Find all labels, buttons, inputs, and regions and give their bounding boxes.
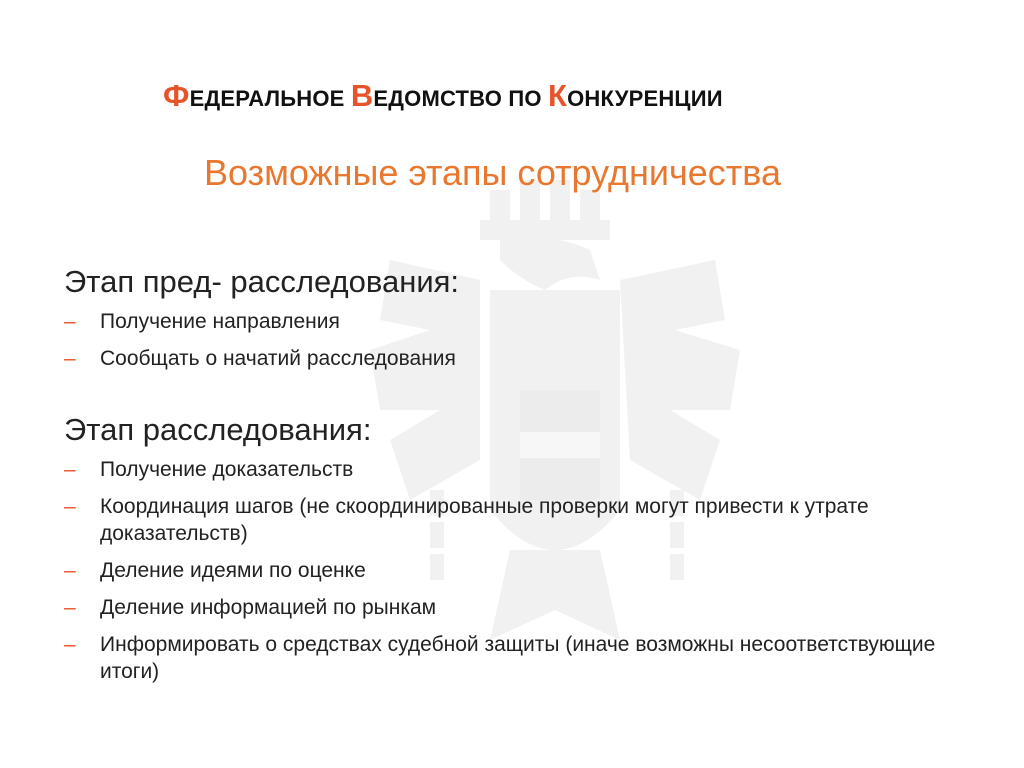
slide-content	[64, 262, 954, 695]
list-item	[64, 456, 954, 483]
dash-bullet: –	[64, 633, 76, 656]
agency-header	[163, 78, 723, 114]
header-rest-3: ОНКУРЕНЦИИ	[567, 86, 723, 111]
list-item-text: Деление идеями по оценке	[100, 559, 366, 582]
investigation-list	[64, 456, 954, 685]
header-rest-2: ЕДОМСТВО ПО	[373, 86, 548, 111]
list-item	[64, 308, 954, 335]
dash-bullet: –	[64, 347, 76, 370]
header-cap-3: К	[548, 78, 568, 113]
list-item	[64, 557, 954, 584]
header-rest-1: ЕДЕРАЛЬНОЕ	[189, 86, 351, 111]
list-item	[64, 594, 954, 621]
list-item-text: Сообщать о начатий расследования	[100, 347, 456, 370]
header-cap-2: В	[350, 78, 374, 113]
section-heading-investigation: Этап расследования:	[64, 412, 372, 447]
dash-bullet: –	[64, 495, 76, 518]
dash-bullet: –	[64, 559, 76, 582]
dash-bullet: –	[64, 458, 76, 481]
list-item-text: Информировать о средствах судебной защиты (иначе возможны несоответствующие итоги)	[100, 633, 936, 683]
list-item-text: Деление информацией по рынкам	[100, 596, 437, 619]
list-item-text: Координация шагов (не скоординированные проверки могут привести к утрате доказательств)	[100, 495, 869, 545]
header-cap-1: Ф	[163, 78, 190, 113]
list-item-text: Получение направления	[100, 310, 340, 333]
list-item	[64, 345, 954, 372]
dash-bullet: –	[64, 310, 76, 333]
dash-bullet: –	[64, 596, 76, 619]
list-item-text: Получение доказательств	[100, 458, 354, 481]
list-item	[64, 493, 954, 547]
pre-investigation-list	[64, 308, 954, 372]
section-heading-pre-investigation: Этап пред- расследования:	[64, 264, 460, 299]
slide-title: Возможные этапы сотрудничества	[204, 152, 781, 193]
list-item	[64, 631, 954, 685]
